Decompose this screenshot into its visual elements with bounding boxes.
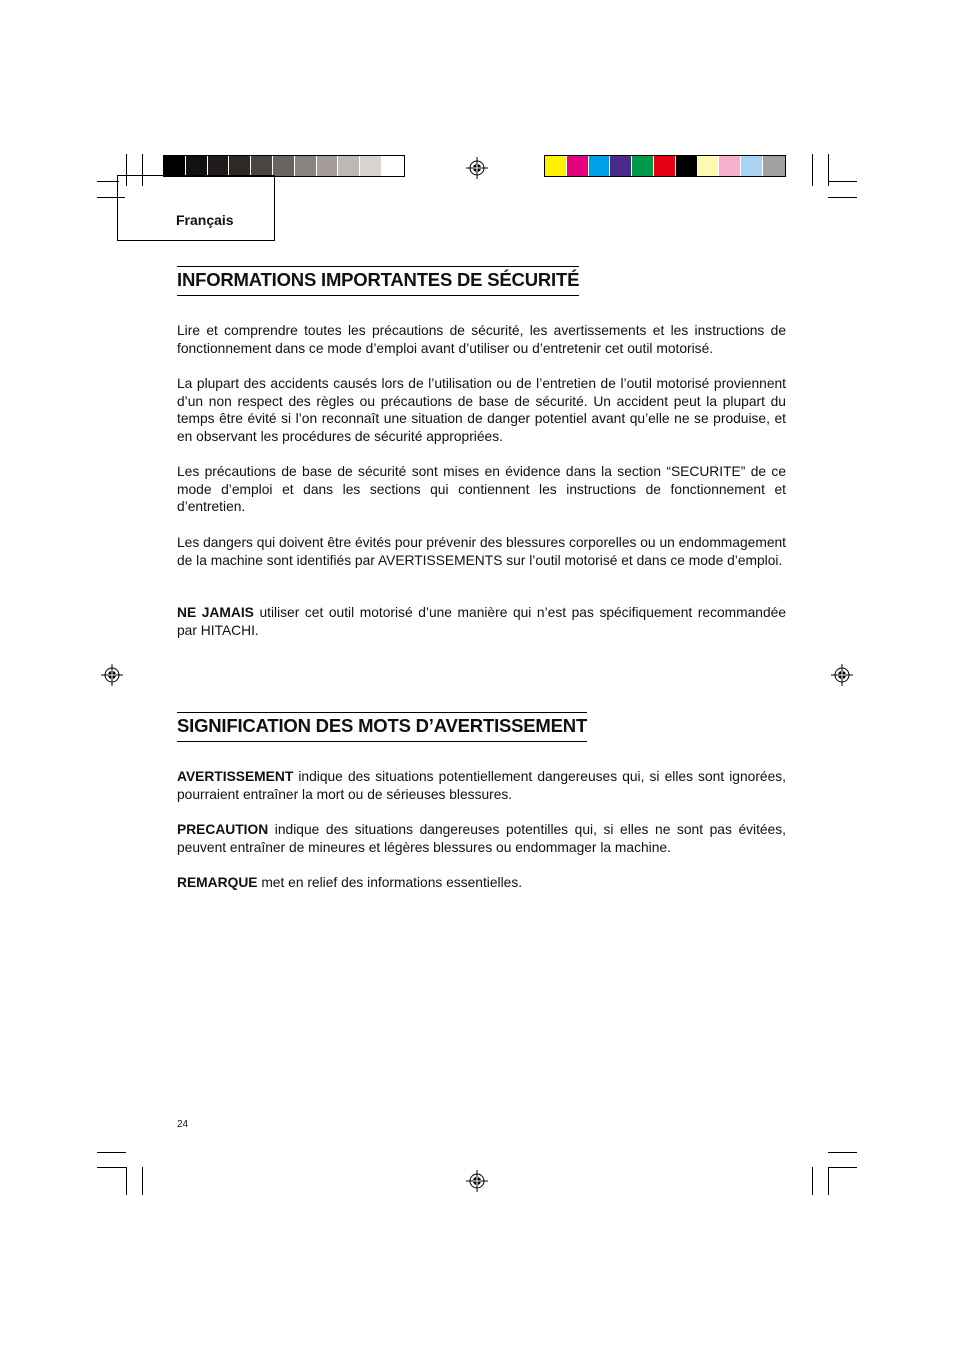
grayscale-swatch [338, 156, 360, 176]
paragraph: Les précautions de base de sécurité sont mises en évidence dans la section “SECURITE” de ce mode d’emploi et dans les sections qui contiennent les instructions de fonctionnement et d’entretien. [177, 464, 786, 515]
registration-mark-icon [466, 157, 488, 179]
grayscale-swatch [382, 156, 404, 176]
grayscale-calibration-bar [163, 155, 405, 177]
signal-word-item [177, 821, 786, 856]
section-title-signal-words: SIGNIFICATION DES MOTS D’AVERTISSEMENT [177, 712, 587, 742]
color-calibration-bar [544, 155, 786, 177]
color-swatch [654, 156, 676, 176]
color-swatch [567, 156, 589, 176]
color-swatch [545, 156, 567, 176]
crop-mark [142, 1167, 143, 1195]
grayscale-swatch [186, 156, 208, 176]
crop-mark [828, 1152, 857, 1153]
crop-mark [97, 181, 119, 182]
paragraph: Les dangers qui doivent être évités pour prévenir des blessures corporelles ou un endommagement de la machine sont identifiés par AVERTISSEMENTS sur l’outil motorisé et dans ce mode d’emploi. [177, 535, 786, 568]
color-swatch [632, 156, 654, 176]
grayscale-swatch [208, 156, 230, 176]
crop-mark [97, 1152, 126, 1153]
color-swatch [741, 156, 763, 176]
crop-mark [828, 1167, 857, 1168]
signal-word: PRECAUTION [177, 822, 269, 837]
signal-word-description: indique des situations potentiellement dangereuses qui, si elles sont ignorées, pourraient entraîner la mort ou de sérieuses blessures. [177, 769, 786, 802]
crop-mark [828, 197, 857, 198]
grayscale-swatch [229, 156, 251, 176]
section-title-safety: INFORMATIONS IMPORTANTES DE SÉCURITÉ [177, 266, 579, 296]
signal-word-item [177, 768, 786, 803]
registration-mark-icon [466, 1170, 488, 1192]
paragraph-never [177, 604, 786, 639]
color-swatch [676, 156, 698, 176]
grayscale-swatch [251, 156, 273, 176]
crop-mark [97, 1167, 126, 1168]
color-swatch [763, 156, 785, 176]
grayscale-swatch [273, 156, 295, 176]
crop-mark [812, 154, 813, 186]
crop-mark [812, 1167, 813, 1195]
grayscale-swatch [164, 156, 186, 176]
language-tab-box [117, 175, 275, 241]
page-number: 24 [177, 1119, 189, 1130]
crop-mark [126, 1167, 127, 1195]
language-label: Français [176, 212, 234, 228]
never-label: NE JAMAIS [177, 605, 254, 620]
signal-word-description: met en relief des informations essentielles. [257, 875, 523, 890]
color-swatch [589, 156, 611, 176]
signal-word-description: indique des situations dangereuses potentilles qui, si elles ne sont pas évitées, peuvent entraîner de mineures et légères blessures ou endommager la machine. [177, 822, 786, 855]
never-text: utiliser cet outil motorisé d’une manière qui n’est pas spécifiquement recommandée par HITACHI. [177, 605, 786, 638]
crop-mark [828, 1167, 829, 1195]
signal-word: AVERTISSEMENT [177, 769, 294, 784]
registration-mark-icon [831, 664, 853, 686]
paragraph: Lire et comprendre toutes les précautions de sécurité, les avertissements et les instructions de fonctionnement dans ce mode d’emploi avant d’utiliser ou d’entretenir cet outil motorisé. [177, 323, 786, 356]
registration-mark-icon [101, 664, 123, 686]
signal-word-item [177, 874, 786, 892]
paragraph: La plupart des accidents causés lors de l’utilisation ou de l’entretien de l’outil motorisé proviennent d’un non respect des règles ou précautions de base de sécurité. Un accident peut la plupart du temps être évité si l’on reconnaît une situation de danger potentiel avant qu’elle ne se produise, et en observant les procédures de sécurité appropriées. [177, 376, 786, 444]
grayscale-swatch [295, 156, 317, 176]
crop-mark [828, 181, 857, 182]
color-swatch [698, 156, 720, 176]
grayscale-swatch [360, 156, 382, 176]
signal-word: REMARQUE [177, 875, 258, 890]
color-swatch [719, 156, 741, 176]
color-swatch [610, 156, 632, 176]
grayscale-swatch [317, 156, 339, 176]
